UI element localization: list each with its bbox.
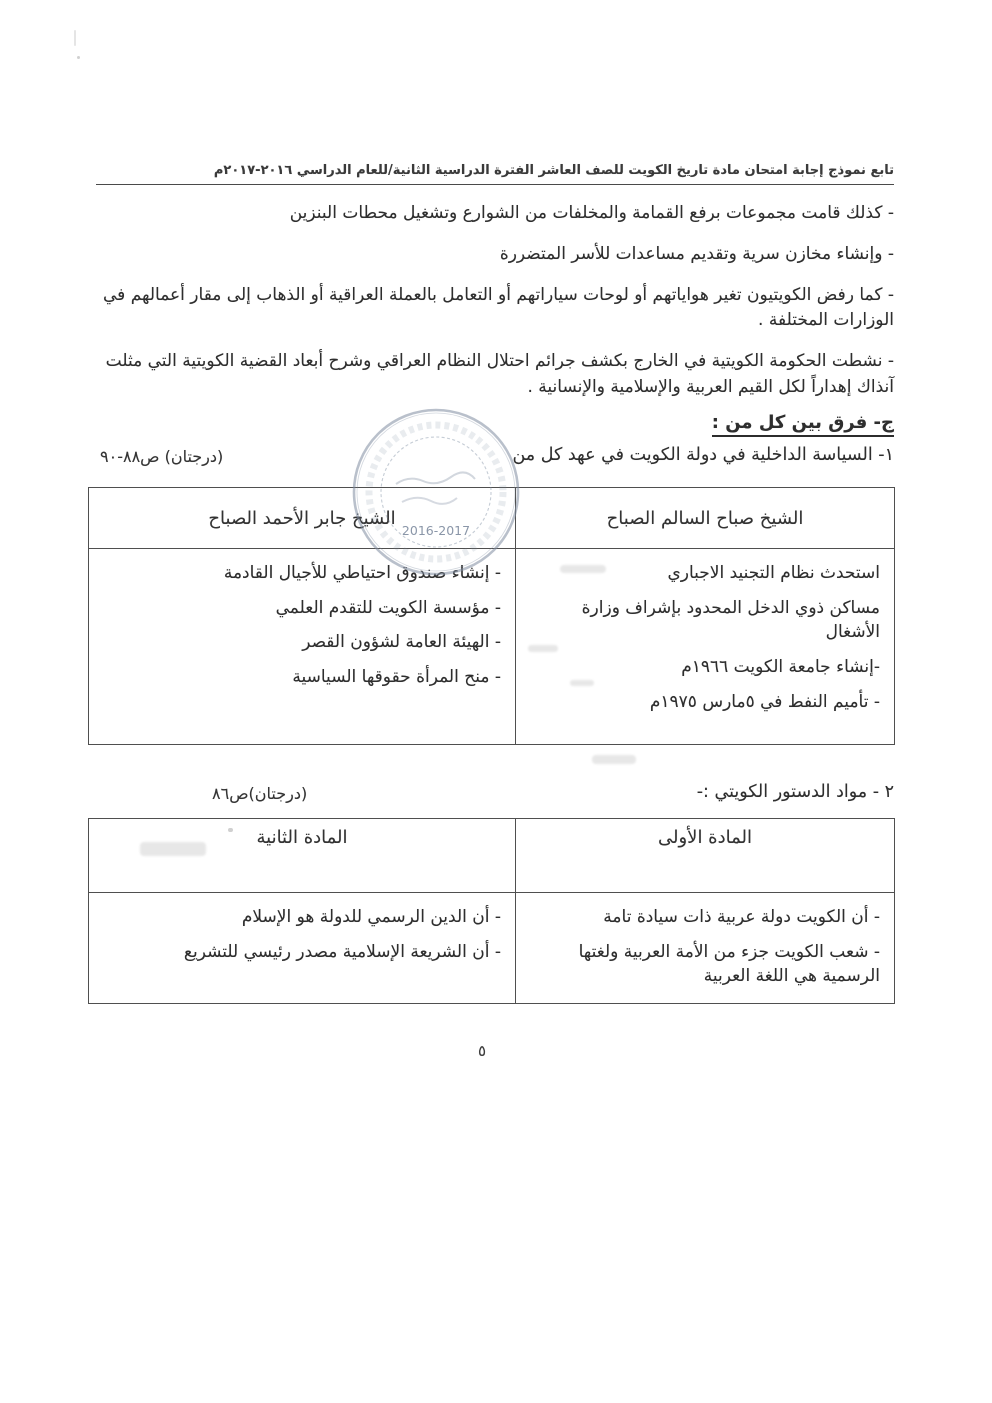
question-1-text: ١- السياسة الداخلية في دولة الكويت في عهد كل من (512, 445, 894, 465)
table-item: -إنشاء جامعة الكويت ١٩٦٦م (681, 656, 880, 677)
bullet-point: - نشطت الحكومة الكويتية في الخارج بكشف جرائم احتلال النظام العراقي وشرح أبعاد القضية الكويتية التي مثلت آنذاك إهداراً لكل القيم العربية والإسلامية والإنسانية . (105, 351, 894, 398)
stamp-year: 2016-2017 (401, 523, 471, 538)
column-header: الشيخ صباح السالم الصباح (516, 488, 894, 549)
column-body (516, 893, 894, 1003)
column-article-two (89, 819, 515, 1003)
bullet-point: - كذلك قامت مجموعات برفع القمامة والمخلفات من الشوارع وتشغيل محطات البنزين (289, 203, 894, 223)
column-body (516, 549, 894, 744)
table-item: - مؤسسة الكويت للتقدم العلمي (275, 597, 501, 618)
bullet-point: - وإنشاء مخازن سرية وتقديم مساعدات للأسر المتضررة (499, 243, 894, 264)
scan-artifact (77, 56, 80, 59)
column-body (89, 893, 515, 1003)
column-body (89, 549, 515, 744)
table-item: استحدث نظام التجنيد الاجباري (667, 563, 880, 583)
column-sheikh-sabah (515, 488, 894, 744)
column-header: الشيخ جابر الأحمد الصباح (89, 488, 515, 549)
question-1-marks: (درجتان) ص٨٨-٩٠ (100, 447, 224, 466)
answer-bullets (98, 201, 894, 416)
question-2-text: ٢ - مواد الدستور الكويتي :- (696, 782, 894, 802)
page-number: ٥ (478, 1042, 487, 1060)
table-item: - شعب الكويت جزء من الأمة العربية ولغتها الرسمية هي اللغة العربية (578, 941, 880, 987)
table-item: - تأميم النفط في ٥مارس ١٩٧٥م (649, 691, 880, 712)
scan-artifact (592, 755, 636, 764)
table-item: مساكن ذوي الدخل المحدود بإشراف وزارة الأشغال (581, 597, 880, 643)
bullet-point: - كما رفض الكويتيون تغير هواياتهم أو لوحات سياراتهم أو التعامل بالعملة العراقية أو الذهاب إلى مقار أعمالهم في الوزارات المختلفة . (103, 284, 894, 331)
column-article-one (515, 819, 894, 1003)
table-item: - الهيئة العامة لشؤون القصر (302, 632, 501, 653)
table-item: - منح المرأة حقوقها السياسية (292, 666, 501, 687)
rulers-comparison-table (88, 487, 895, 745)
section-c-heading: ج- فرق بين كل من : (712, 412, 894, 437)
column-header: المادة الأولى (516, 819, 894, 893)
constitution-articles-table (88, 818, 895, 1004)
exam-header-line: تابع نموذج إجابة امتحان مادة تاريخ الكويت للصف العاشر الفترة الدراسية الثانية/للعام الدراسي ٢٠١٦-٢٠١٧م (96, 162, 894, 185)
scan-artifact (74, 30, 76, 46)
table-item: - أن الكويت دولة عربية ذات سيادة تامة (603, 907, 880, 927)
question-2-marks: (درجتان)ص٨٦ (212, 784, 308, 803)
column-sheikh-jaber (89, 488, 515, 744)
table-item: - إنشاء صندوق احتياطي للأجيال القادمة (223, 563, 501, 583)
table-item: - أن الشريعة الإسلامية مصدر رئيسي للتشريع (183, 941, 501, 962)
table-item: - أن الدين الرسمي للدولة هو الإسلام (241, 907, 501, 927)
column-header: المادة الثانية (89, 819, 515, 893)
